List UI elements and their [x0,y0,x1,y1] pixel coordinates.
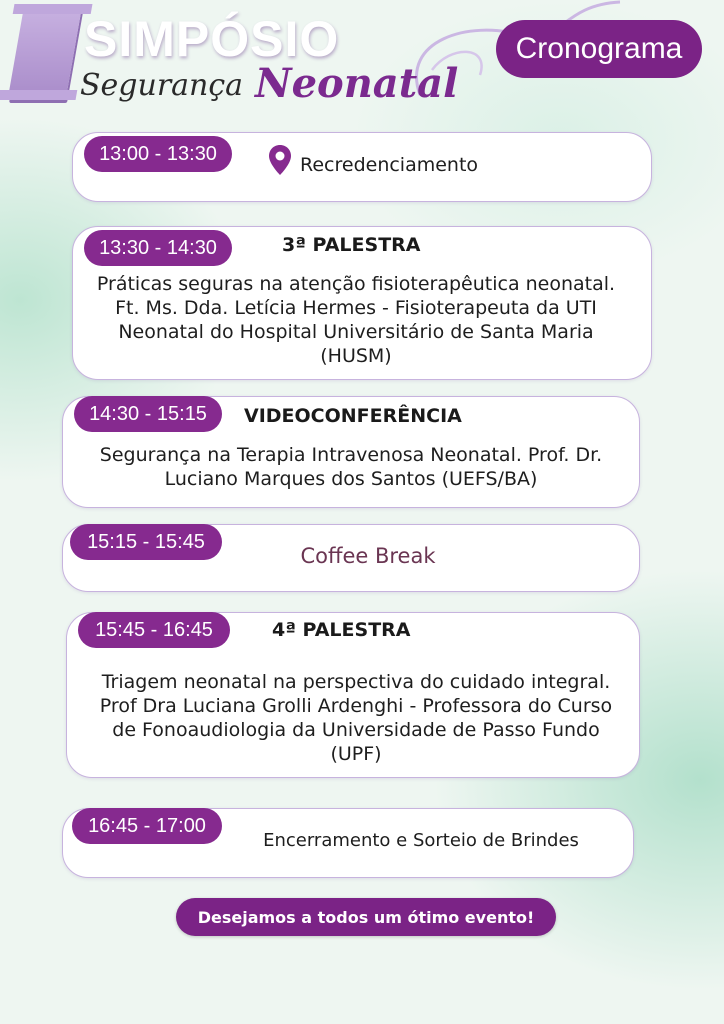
symposium-title: SIMPÓSIO [84,11,340,67]
symposium-subtitle-script: Segurança [80,68,244,103]
session-heading: 4ª PALESTRA [272,619,411,641]
session-heading: 3ª PALESTRA [282,234,421,256]
time-pill: 16:45 - 17:00 [72,808,222,844]
closing-message-badge: Desejamos a todos um ótimo evento! [176,898,556,936]
symposium-subtitle-accent: Neonatal [255,60,459,107]
time-pill: 15:45 - 16:45 [78,612,230,648]
schedule-item-text: Recredenciamento [300,154,479,176]
session-description: Triagem neonatal na perspectiva do cuidado integral. Prof Dra Luciana Grolli Ardenghi - Professora do Curso de Fonoaudiologia da Universidade de Passo Fundo (UPF) [99,671,613,765]
time-pill: 14:30 - 15:15 [74,396,222,432]
location-pin-icon [268,144,292,176]
session-description: Práticas seguras na atenção fisioterapêutica neonatal. Ft. Ms. Dda. Letícia Hermes - Fisioterapeuta da UTI Neonatal do Hospital Universitário de Santa Maria (HUSM) [96,273,616,367]
closing-text: Encerramento e Sorteio de Brindes [263,830,579,851]
coffee-break-text: Coffee Break [300,544,436,568]
time-pill: 13:00 - 13:30 [84,136,232,172]
cronograma-badge: Cronograma [496,20,702,78]
session-heading: VIDEOCONFERÊNCIA [244,405,462,427]
time-pill: 13:30 - 14:30 [84,230,232,266]
session-description: Segurança na Terapia Intravenosa Neonatal. Prof. Dr. Luciano Marques dos Santos (UEFS/BA) [99,444,603,490]
time-pill: 15:15 - 15:45 [70,524,222,560]
